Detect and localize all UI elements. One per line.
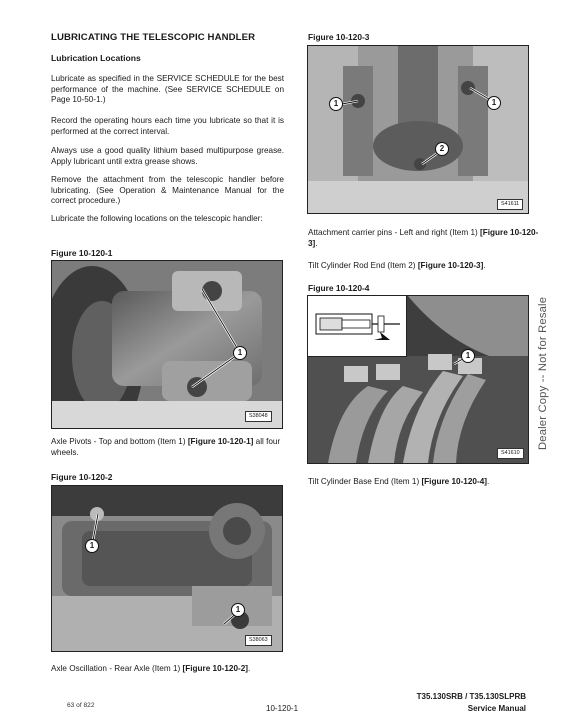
figure-4-photo-tilt-cylinder-base — [307, 295, 529, 464]
figure-1-photo-axle-pivots — [51, 260, 283, 429]
footer-page-number: 10-120-1 — [266, 704, 299, 713]
figure-2-code: S38063 — [245, 635, 272, 646]
figure-4-code: S41610 — [497, 448, 524, 459]
figure-3-callout-right: 1 — [487, 96, 501, 110]
figure-1-code: S38048 — [245, 411, 272, 422]
paragraph-locations: Lubricate the following locations on the telescopic handler: — [51, 214, 263, 223]
figure-3-caption-carrier: Attachment carrier pins - Left and right (Item 1) [Figure 10-120-3]. — [308, 228, 539, 248]
figure-2-photo-rear-axle — [51, 485, 283, 652]
paragraph-record-hours: Record the operating hours each time you lubricate so that it is performed at the correct interval. — [51, 116, 284, 136]
figure-1-label: Figure 10-120-1 — [51, 248, 113, 258]
figure-2-label: Figure 10-120-2 — [51, 472, 113, 482]
figure-4-callout: 1 — [461, 349, 475, 363]
figure-3-photo-attachment-carrier — [307, 45, 529, 214]
figure-3-label: Figure 10-120-3 — [308, 32, 370, 42]
figure-4-caption: Tilt Cylinder Base End (Item 1) [Figure 10-120-4]. — [308, 477, 490, 486]
watermark-text: Dealer Copy -- Not for Resale — [537, 296, 549, 450]
figure-3-code: S41611 — [497, 199, 523, 210]
figure-2-callout-top: 1 — [85, 539, 99, 553]
subsection-title: Lubrication Locations — [51, 53, 141, 63]
footer-model: T35.130SRB / T35.130SLPRB — [416, 692, 526, 701]
figure-4-inset-diagram — [308, 296, 407, 357]
figure-4-label: Figure 10-120-4 — [308, 283, 370, 293]
figure-1-caption: Axle Pivots - Top and bottom (Item 1) [Figure 10-120-1] all four wheels. — [51, 437, 281, 457]
figure-3-callout-rod-end: 2 — [435, 142, 449, 156]
figure-2-callout-bottom: 1 — [231, 603, 245, 617]
paragraph-remove-attachment: Remove the attachment from the telescopic handler before lubricating. (See Operation & Maintenance Manual for the correct procedure.) — [51, 175, 284, 206]
paragraph-grease: Always use a good quality lithium based multipurpose grease. Apply lubricant until extra grease shows. — [51, 146, 284, 166]
figure-3-callout-left: 1 — [329, 97, 343, 111]
figure-1-callout: 1 — [233, 346, 247, 360]
footer-manual-title: Service Manual — [467, 704, 526, 713]
figure-2-caption: Axle Oscillation - Rear Axle (Item 1) [Figure 10-120-2]. — [51, 664, 251, 673]
figure-3-caption-rod-end: Tilt Cylinder Rod End (Item 2) [Figure 10-120-3]. — [308, 261, 486, 270]
paragraph-service-schedule: Lubricate as specified in the SERVICE SCHEDULE for the best performance of the machine. (See SERVICE SCHEDULE on Page 10-50-1.) — [51, 74, 284, 105]
footer-page-count: 63 of 822 — [67, 702, 95, 709]
section-title: LUBRICATING THE TELESCOPIC HANDLER — [51, 32, 256, 43]
